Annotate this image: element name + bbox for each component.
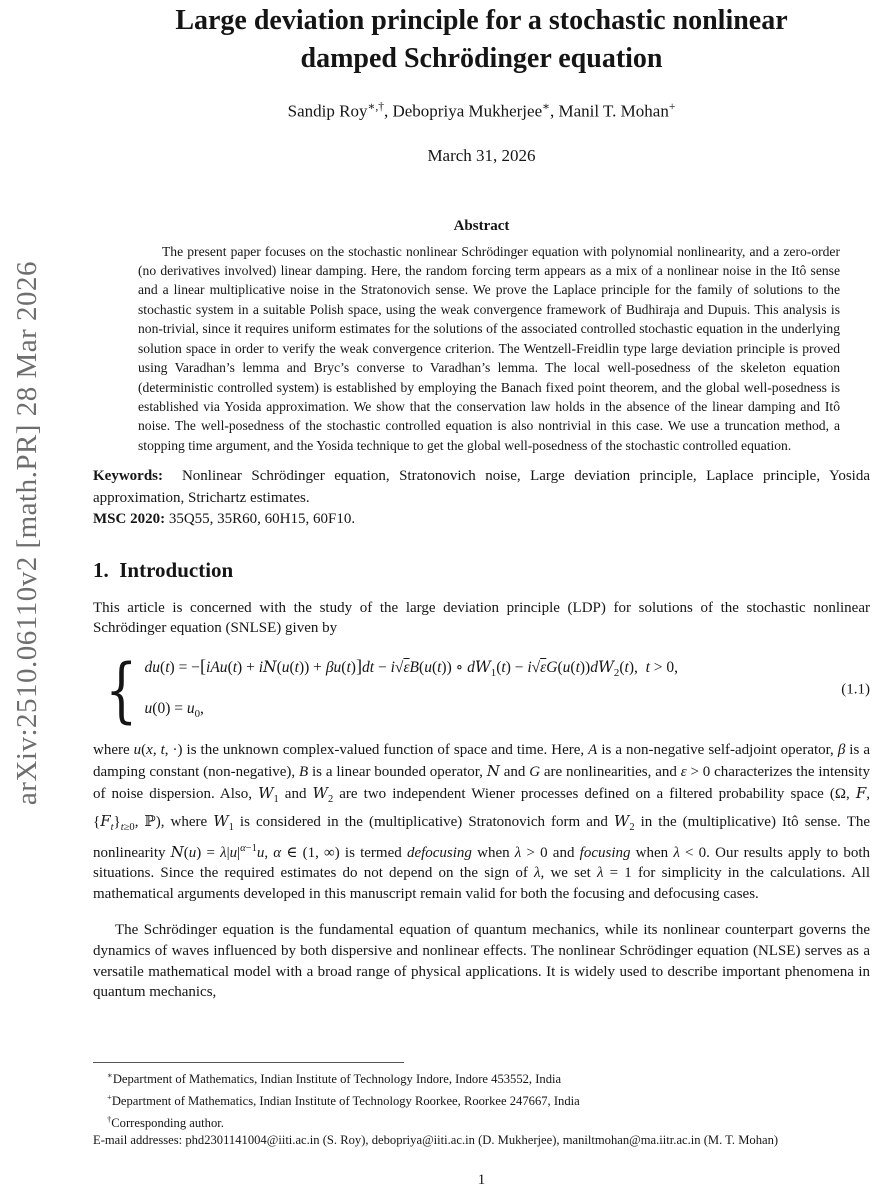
intro-paragraph-2: where u(x, t, ·) is the unknown complex-valued function of space and time. Here, A is a non-negative self-adjoint operator, β is a damping constant (non-negative), B is a linear bounded operator, N and G are nonlinearities, and ε > 0 characterizes the intensity of noise dispersion. Also, $W_1$ and $W_2$ are two independent Wiener processes defined on a filtered probability space (Ω, F, $\{F_t\}_{t\ge 0}$, ℙ), where $W_1$ is considered in the (multiplicative) Stratonovich form and $W_2$ in the (multiplicative) Itô sense. The nonlinearity $N(u) = \lambda|u|^{\alpha-1}u$, α ∈ (1, ∞) is termed defocusing when λ > 0 and focusing when λ < 0. Our results apply to both situations. Since the required estimates do not depend on the sign of λ, we set λ = 1 for simplicity in the calculations. All mathematical arguments developed in this manuscript remain valid for both the focusing and defocusing cases. (93, 742, 871, 903)
footnote-affiliation-roorkee: +Department of Mathematics, Indian Institute of Technology Roorkee, Roorkee 247667, India (107, 1091, 580, 1108)
footnote-email-addresses: E-mail addresses: phd2301141004@iiti.ac.in (S. Roy), debopriya@iiti.ac.in (D. Mukherjee), maniltmohan@ma.iitr.ac.in (M. T. Mohan) (93, 1133, 779, 1148)
footnote-affiliation-indore: ∗Department of Mathematics, Indian Institute of Technology Indore, Indore 453552, India (107, 1070, 562, 1087)
paper-title: Large deviation principle for a stochastic nonlinear damped Schrödinger equation (175, 5, 788, 74)
abstract-heading: Abstract (453, 217, 510, 234)
footnotes (93, 1067, 870, 1150)
date-line: March 31, 2026 (427, 145, 536, 165)
equation-lines (145, 648, 679, 732)
intro-paragraph-3: The Schrödinger equation is the fundamental equation of quantum mechanics, while its nonlinear counterpart governs the dynamics of waves influenced by both dispersive and nonlinear effects. The nonlinear Schrödinger equation (NLSE) serves as a versatile mathematical model with a broad range of physical applications. It is widely used to describe important phenomena in quantum mechanics, (93, 921, 870, 1001)
equation-1-1 (99, 648, 870, 732)
msc-line: MSC 2020: 35Q55, 35R60, 60H15, 60F10. (93, 511, 356, 528)
footnote-rule (93, 1062, 404, 1063)
paper-page (93, 0, 870, 1003)
arxiv-watermark: arXiv:2510.06110v2 [math.PR] 28 Mar 2026 (11, 260, 43, 806)
equation-line-1: du(t) = −[iAu(t) + iN(u(t)) + βu(t)]dt − i√εB(u(t)) ∘ $dW_1(t) - i√\varepsilon G(u(t))dW_2(t)$, t > 0, (144, 656, 679, 680)
keywords-line: Keywords: Nonlinear Schrödinger equation, Stratonovich noise, Large deviation principle, Laplace principle, Yosida approximation, Strichartz estimates. (93, 468, 870, 506)
equation-number: (1.1) (841, 681, 870, 698)
page-number: 1 (477, 1172, 486, 1188)
keywords-block (93, 466, 870, 531)
equation-line-2: $u(0) = u_0$, (144, 700, 204, 721)
equation-left-brace: { (105, 649, 138, 732)
author-line: Sandip Roy∗,†, Debopriya Mukherjee∗, Manil T. Mohan+ (287, 100, 676, 121)
footnote-corresponding-author: †Corresponding author. (107, 1113, 224, 1130)
section-heading-introduction: 1. Introduction (93, 557, 234, 582)
intro-paragraph-1: This article is concerned with the study of the large deviation principle (LDP) for solutions of the stochastic nonlinear Schrödinger equation (SNLSE) given by (93, 599, 870, 637)
abstract-body: The present paper focuses on the stochastic nonlinear Schrödinger equation with polynomial nonlinearity, and a zero-order (no derivatives involved) linear damping. Here, the random forcing term appears as a mix of a nonlinear noise in the Itô sense and a linear multiplicative noise in the Stratonovich sense. We prove the Laplace principle for the family of solutions to the stochastic system in a suitable Polish space, using the weak convergence framework of Budhiraja and Dupuis. This analysis is non-trivial, since it requires uniform estimates for the solutions of the associated controlled stochastic equation in the underlying solution space in order to verify the weak convergence criterion. The Wentzell-Freidlin type large deviation principle is proved using Varadhan’s lemma and Bryc’s converse to Varadhan’s lemma. The local well-posedness of the skeleton equation (deterministic controlled system) is established by employing the Banach fixed point theorem, and the global well-posedness is established via Yosida approximation. We show that the conservation law holds in the absence of the linear damping and Itô noise. The well-posedness of the stochastic controlled equation is also nontrivial in this case. We use a truncation method, a stopping time argument, and the Yosida technique to get the global well-posedness of the stochastic controlled equation. (138, 243, 840, 453)
